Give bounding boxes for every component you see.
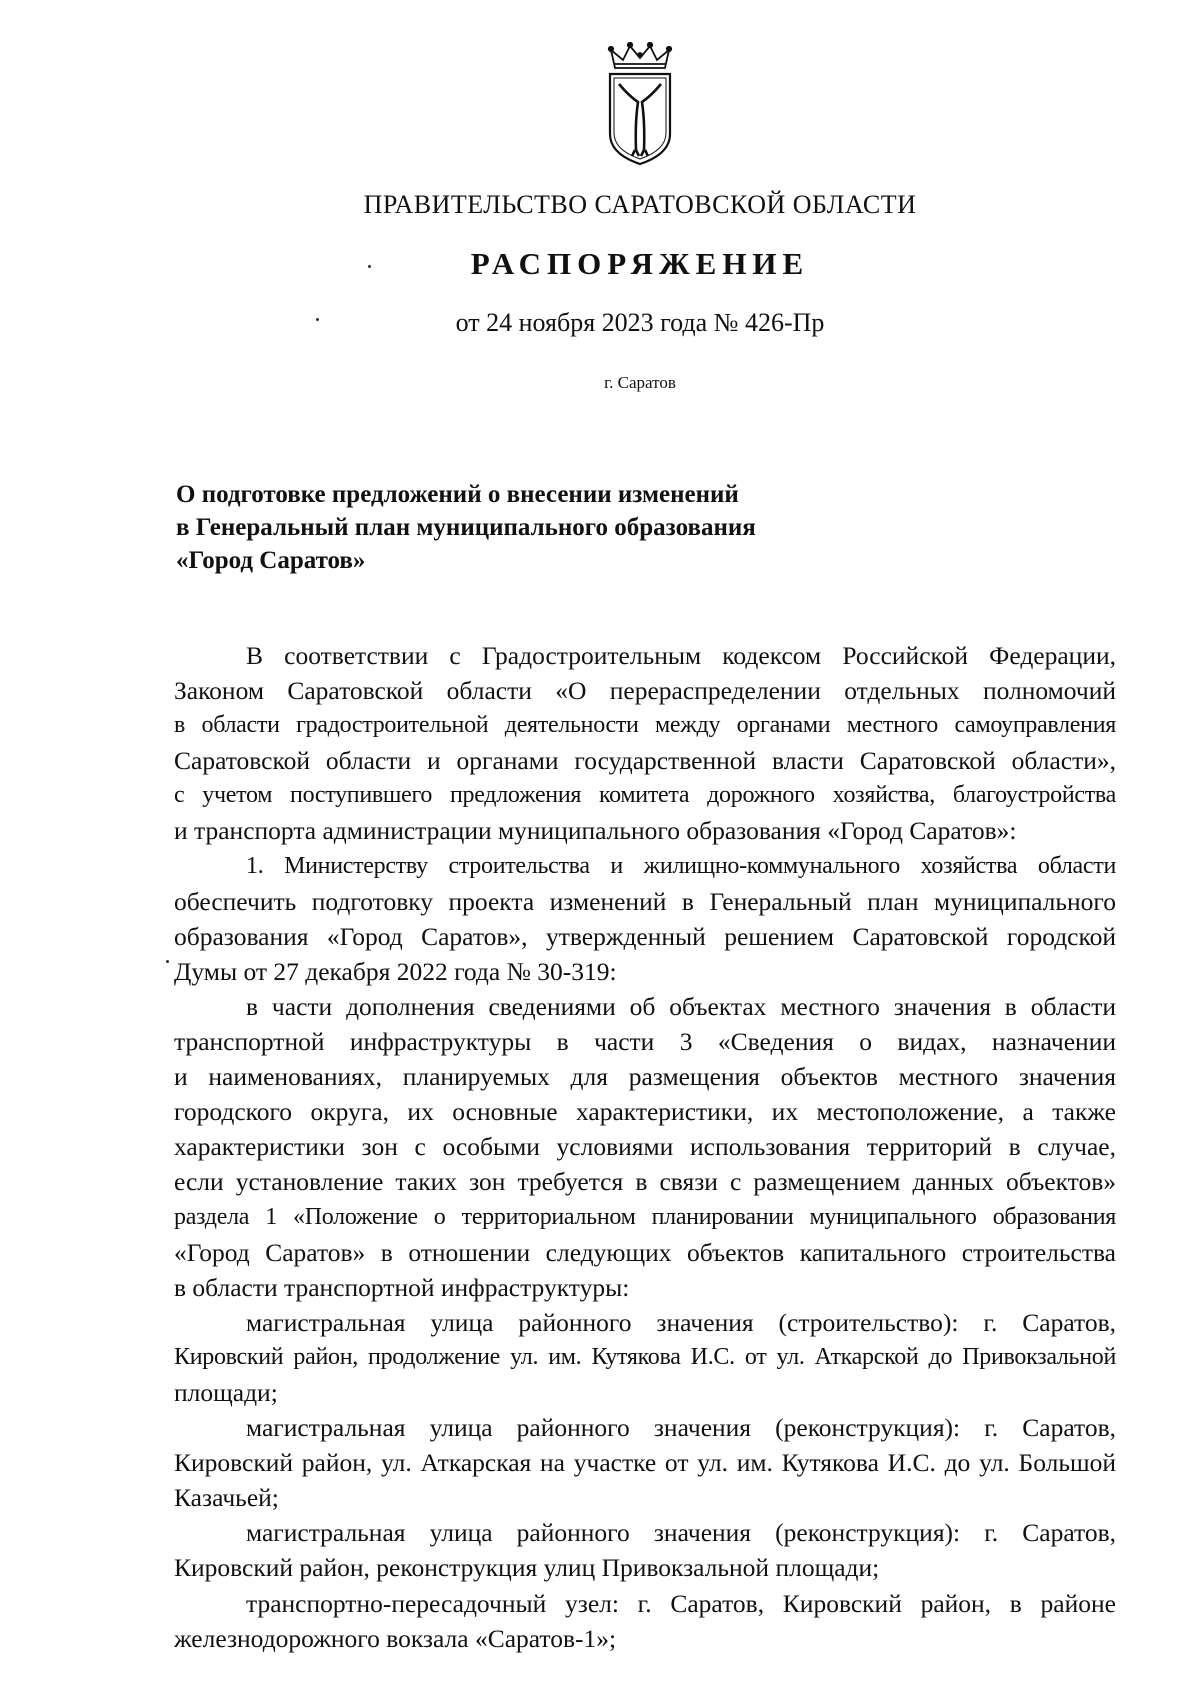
body-line: «Город Саратов» в отношении следующих объектов капитального строительства — [174, 1237, 1116, 1267]
body-line: Казачьей; — [174, 1483, 279, 1513]
scan-speck — [368, 265, 371, 268]
body-line: площади; — [174, 1377, 278, 1407]
body-line: в области градостроительной деятельности между органами местного самоуправления — [174, 712, 1116, 739]
body-line: характеристики зон с особыми условиями использования территорий в случае, — [174, 1132, 1116, 1162]
title-line: в Генеральный план муниципального образования — [176, 514, 756, 541]
document-title — [176, 478, 896, 577]
body-line: раздела 1 «Положение о территориальном планировании муниципального образования — [174, 1203, 1116, 1230]
body-line: Кировский район, ул. Аткарская на участке от ул. им. Кутякова И.С. до ул. Большой — [174, 1448, 1116, 1478]
organization-heading: ПРАВИТЕЛЬСТВО САРАТОВСКОЙ ОБЛАСТИ — [363, 190, 917, 219]
body-line: обеспечить подготовку проекта изменений в Генеральный план муниципального — [174, 886, 1116, 916]
coat-of-arms-icon — [605, 42, 675, 168]
document-type: РАСПОРЯЖЕНИЕ — [470, 246, 810, 281]
body-line: Думы от 27 декабря 2022 года № 30-319: — [174, 956, 617, 986]
title-line: «Город Саратов» — [176, 547, 366, 574]
body-line: железнодорожного вокзала «Саратов-1»; — [174, 1623, 617, 1653]
body-line: в области транспортной инфраструктуры: — [174, 1272, 630, 1302]
document-body — [174, 638, 1116, 1656]
document-date-number: от 24 ноября 2023 года № 426-Пр — [455, 308, 825, 337]
body-line: магистральная улица районного значения (реконструкция): г. Саратов, — [246, 1518, 1116, 1548]
body-line: городского округа, их основные характеристики, их местоположение, а также — [174, 1097, 1116, 1127]
body-line: с учетом поступившего предложения комитета дорожного хозяйства, благоустройства — [174, 782, 1116, 809]
body-line: в части дополнения сведениями об объектах местного значения в области — [246, 991, 1116, 1021]
body-line: магистральная улица районного значения (строительство): г. Саратов, — [246, 1307, 1116, 1337]
body-line: транспортной инфраструктуры в части 3 «Сведения о видах, назначении — [174, 1027, 1116, 1057]
body-line: Саратовской области и органами государственной власти Саратовской области», — [174, 746, 1116, 776]
body-line: Законом Саратовской области «О перераспределении отдельных полномочий — [174, 676, 1116, 706]
body-line: Кировский район, реконструкция улиц Привокзальной площади; — [174, 1553, 880, 1583]
scan-speck — [166, 960, 169, 963]
body-line: образования «Город Саратов», утвержденный решением Саратовской городской — [174, 921, 1116, 951]
body-line: магистральная улица районного значения (реконструкция): г. Саратов, — [246, 1413, 1116, 1443]
document-city: г. Саратов — [604, 373, 676, 392]
body-line: и транспорта администрации муниципального образования «Город Саратов»: — [174, 816, 1017, 846]
body-line: и наименованиях, планируемых для размещения объектов местного значения — [174, 1062, 1116, 1092]
body-line: если установление таких зон требуется в связи с размещением данных объектов» — [174, 1167, 1116, 1197]
body-line: транспортно-пересадочный узел: г. Саратов, Кировский район, в районе — [246, 1588, 1116, 1618]
scan-speck — [316, 318, 319, 321]
body-line: 1. Министерству строительства и жилищно-коммунального хозяйства области — [246, 852, 1116, 879]
body-line: В соответствии с Градостроительным кодексом Российской Федерации, — [246, 641, 1116, 670]
title-line: О подготовке предложений о внесении изменений — [176, 481, 739, 508]
body-line: Кировский район, продолжение ул. им. Кутякова И.С. от ул. Аткарской до Привокзальной — [174, 1343, 1116, 1370]
